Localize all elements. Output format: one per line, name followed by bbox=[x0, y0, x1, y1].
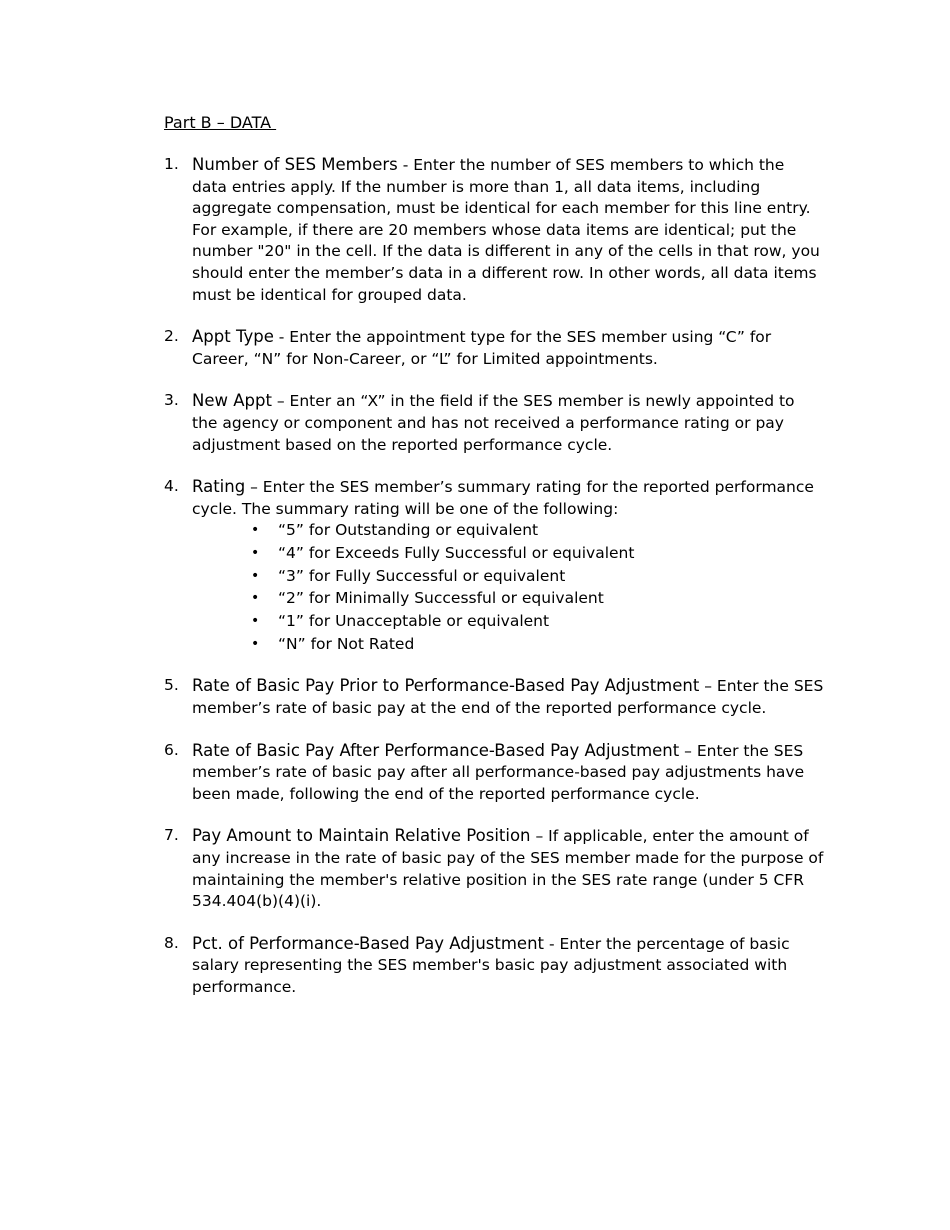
list-item bbox=[164, 326, 824, 370]
list-item bbox=[164, 675, 824, 719]
item-body bbox=[192, 392, 795, 453]
item-term: Appt Type bbox=[192, 327, 274, 347]
item-description: - Enter the number of SES members to which the data entries apply. If the number is more than 1, all data items, including aggregate compensation, must be identical for each member for this line entry. For example, if there are 20 members whose data items are identical; put the number "20" in the cell. If the data is different in any of the cells in that row, you should enter the member’s data in a different row. In other words, all data items must be identical for grouped data. bbox=[192, 156, 820, 304]
item-description: – Enter the SES member’s rate of basic pay after all performance-based pay adjustments have been made, following the end of the reported performance cycle. bbox=[192, 741, 805, 803]
rating-bullet-list bbox=[192, 520, 824, 655]
bullet-icon: • bbox=[251, 613, 260, 630]
rating-bullet-item bbox=[251, 634, 824, 656]
item-body bbox=[192, 478, 814, 518]
item-body bbox=[192, 742, 804, 803]
item-body bbox=[192, 935, 790, 996]
bullet-text: “2” for Minimally Successful or equivalent bbox=[278, 589, 604, 608]
bullet-text: “1” for Unacceptable or equivalent bbox=[278, 612, 550, 631]
item-number: 1. bbox=[164, 155, 179, 173]
item-number: 2. bbox=[164, 327, 179, 346]
data-item-list bbox=[164, 154, 824, 1018]
bullet-icon: • bbox=[251, 567, 260, 584]
item-term: Pct. of Performance-Based Pay Adjustment bbox=[192, 933, 545, 953]
bullet-icon: • bbox=[251, 522, 260, 539]
item-number: 6. bbox=[164, 740, 179, 759]
list-item bbox=[164, 740, 824, 806]
item-number: 7. bbox=[164, 826, 179, 845]
rating-bullet-item bbox=[251, 566, 824, 588]
bullet-text: “N” for Not Rated bbox=[278, 634, 415, 653]
bullet-icon: • bbox=[251, 635, 260, 652]
bullet-icon: • bbox=[251, 590, 260, 607]
item-number: 3. bbox=[164, 391, 179, 410]
item-term: Rate of Basic Pay Prior to Performance-Based Pay Adjustment bbox=[192, 676, 700, 696]
item-description: - Enter the appointment type for the SES member using “C” for Career, “N” for Non-Career, or “L” for Limited appointments. bbox=[192, 328, 772, 368]
item-body bbox=[192, 677, 823, 717]
item-term: New Appt bbox=[192, 391, 272, 411]
rating-bullet-item bbox=[251, 543, 824, 565]
rating-bullet-item bbox=[251, 611, 824, 633]
item-term: Rate of Basic Pay After Performance-Based Pay Adjustment bbox=[192, 740, 680, 760]
list-item bbox=[164, 933, 824, 999]
item-number: 4. bbox=[164, 477, 179, 496]
item-term: Number of SES Members bbox=[192, 155, 398, 174]
item-term: Pay Amount to Maintain Relative Position bbox=[192, 826, 531, 846]
item-description: - Enter the percentage of basic salary representing the SES member's basic pay adjustment associated with performance. bbox=[192, 934, 790, 996]
list-item bbox=[164, 154, 824, 306]
list-item bbox=[164, 390, 824, 456]
item-number: 8. bbox=[164, 933, 179, 952]
item-body bbox=[192, 328, 771, 368]
bullet-icon: • bbox=[251, 545, 260, 561]
list-item bbox=[164, 825, 824, 912]
item-description: – Enter the SES member’s summary rating for the reported performance cycle. The summary rating will be one of the following: bbox=[192, 478, 814, 518]
item-term: Rating bbox=[192, 477, 246, 497]
bullet-text: “3” for Fully Successful or equivalent bbox=[278, 566, 566, 585]
bullet-text: “5” for Outstanding or equivalent bbox=[278, 521, 539, 540]
rating-bullet-item bbox=[251, 520, 824, 542]
bullet-text: “4” for Exceeds Fully Successful or equivalent bbox=[278, 544, 635, 562]
item-number: 5. bbox=[164, 676, 179, 695]
item-body bbox=[192, 156, 820, 304]
section-title: Part B – DATA bbox=[164, 113, 277, 132]
list-item bbox=[164, 476, 824, 655]
rating-bullet-item bbox=[251, 588, 824, 610]
item-body bbox=[192, 827, 823, 910]
item-description: – Enter an “X” in the field if the SES member is newly appointed to the agency or component and has not received a performance rating or pay adjustment based on the reported performance cycle. bbox=[192, 392, 795, 454]
item-description: – If applicable, enter the amount of any increase in the rate of basic pay of the SES member made for the purpose of maintaining the member's relative position in the SES rate range (under 5 CFR 534.404(b)(4)(i). bbox=[192, 827, 824, 911]
item-description: – Enter the SES member’s rate of basic pay at the end of the reported performance cycle. bbox=[192, 677, 824, 717]
